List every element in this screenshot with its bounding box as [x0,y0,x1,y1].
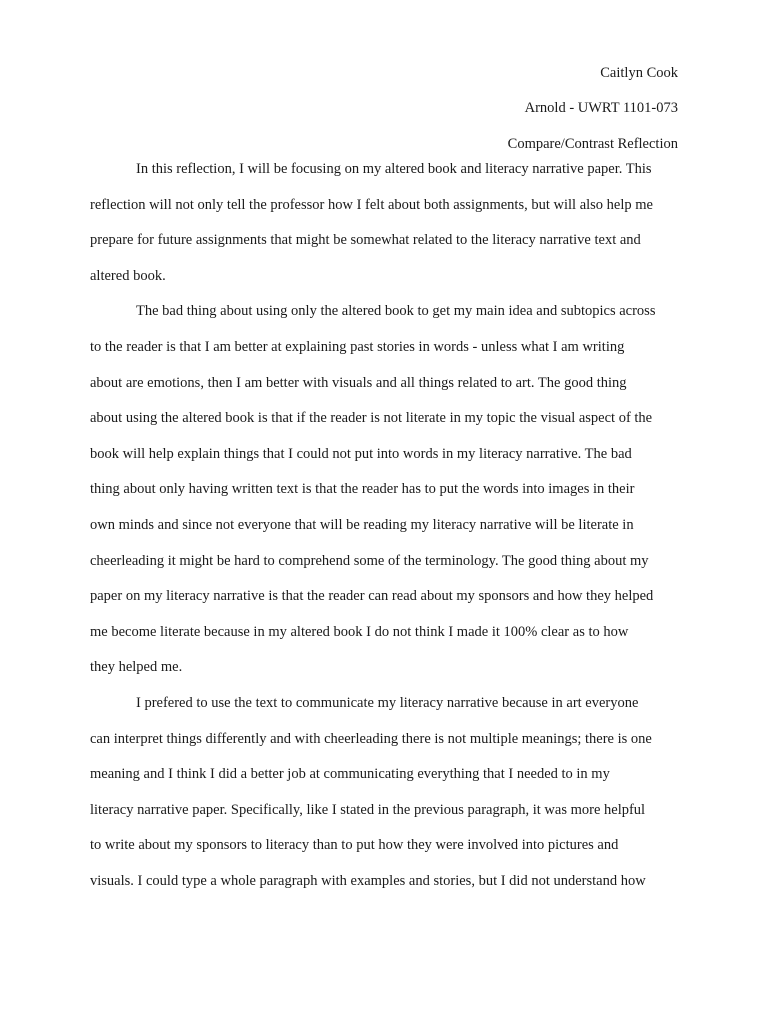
paragraph-3-line: visuals. I could type a whole paragraph with examples and stories, but I did not understand how [90,872,646,889]
paragraph-2-line: book will help explain things that I could not put into words in my literacy narrative. The bad [90,445,632,462]
paragraph-3-line: can interpret things differently and with cheerleading there is not multiple meanings; there is one [90,730,652,747]
paragraph-1-line: reflection will not only tell the professor how I felt about both assignments, but will also help me [90,196,653,213]
paragraph-2-line: about are emotions, then I am better with visuals and all things related to art. The good thing [90,374,627,391]
paragraph-2-line: they helped me. [90,659,183,676]
course-info: Arnold - UWRT 1101-073 [524,100,678,116]
document-title: Compare/Contrast Reflection [507,136,678,152]
paragraph-3-line: meaning and I think I did a better job at communicating everything that I needed to in my [90,766,610,783]
paragraph-3-line: literacy narrative paper. Specifically, like I stated in the previous paragraph, it was more helpful [90,801,646,818]
paragraph-2-line: own minds and since not everyone that will be reading my literacy narrative will be literate in [90,516,634,533]
paragraph-3-line: to write about my sponsors to literacy than to put how they were involved into pictures and [90,837,619,854]
paragraph-1-line: prepare for future assignments that might be somewhat related to the literacy narrative text and [90,232,641,249]
paragraph-2-line: to the reader is that I am better at explaining past stories in words - unless what I am writing [90,338,625,355]
paragraph-2-line: paper on my literacy narrative is that the reader can read about my sponsors and how they helped [90,588,654,605]
paragraph-2-line: thing about only having written text is that the reader has to put the words into images in their [90,481,635,498]
paragraph-3-line: I prefered to use the text to communicate my literacy narrative because in art everyone [136,694,639,711]
document-body [90,152,680,899]
paragraph-2-line: about using the altered book is that if the reader is not literate in my topic the visual aspect of the [90,410,653,427]
paragraph-2-line: The bad thing about using only the altered book to get my main idea and subtopics across [136,303,656,320]
paragraph-1-line: In this reflection, I will be focusing on my altered book and literacy narrative paper. This [136,161,652,177]
author-name: Caitlyn Cook [600,65,678,81]
paragraph-2-line: cheerleading it might be hard to comprehend some of the terminology. The good thing about my [90,552,649,569]
paragraph-2-line: me become literate because in my altered book I do not think I made it 100% clear as to how [90,623,629,640]
paragraph-1-line: altered book. [90,267,166,284]
